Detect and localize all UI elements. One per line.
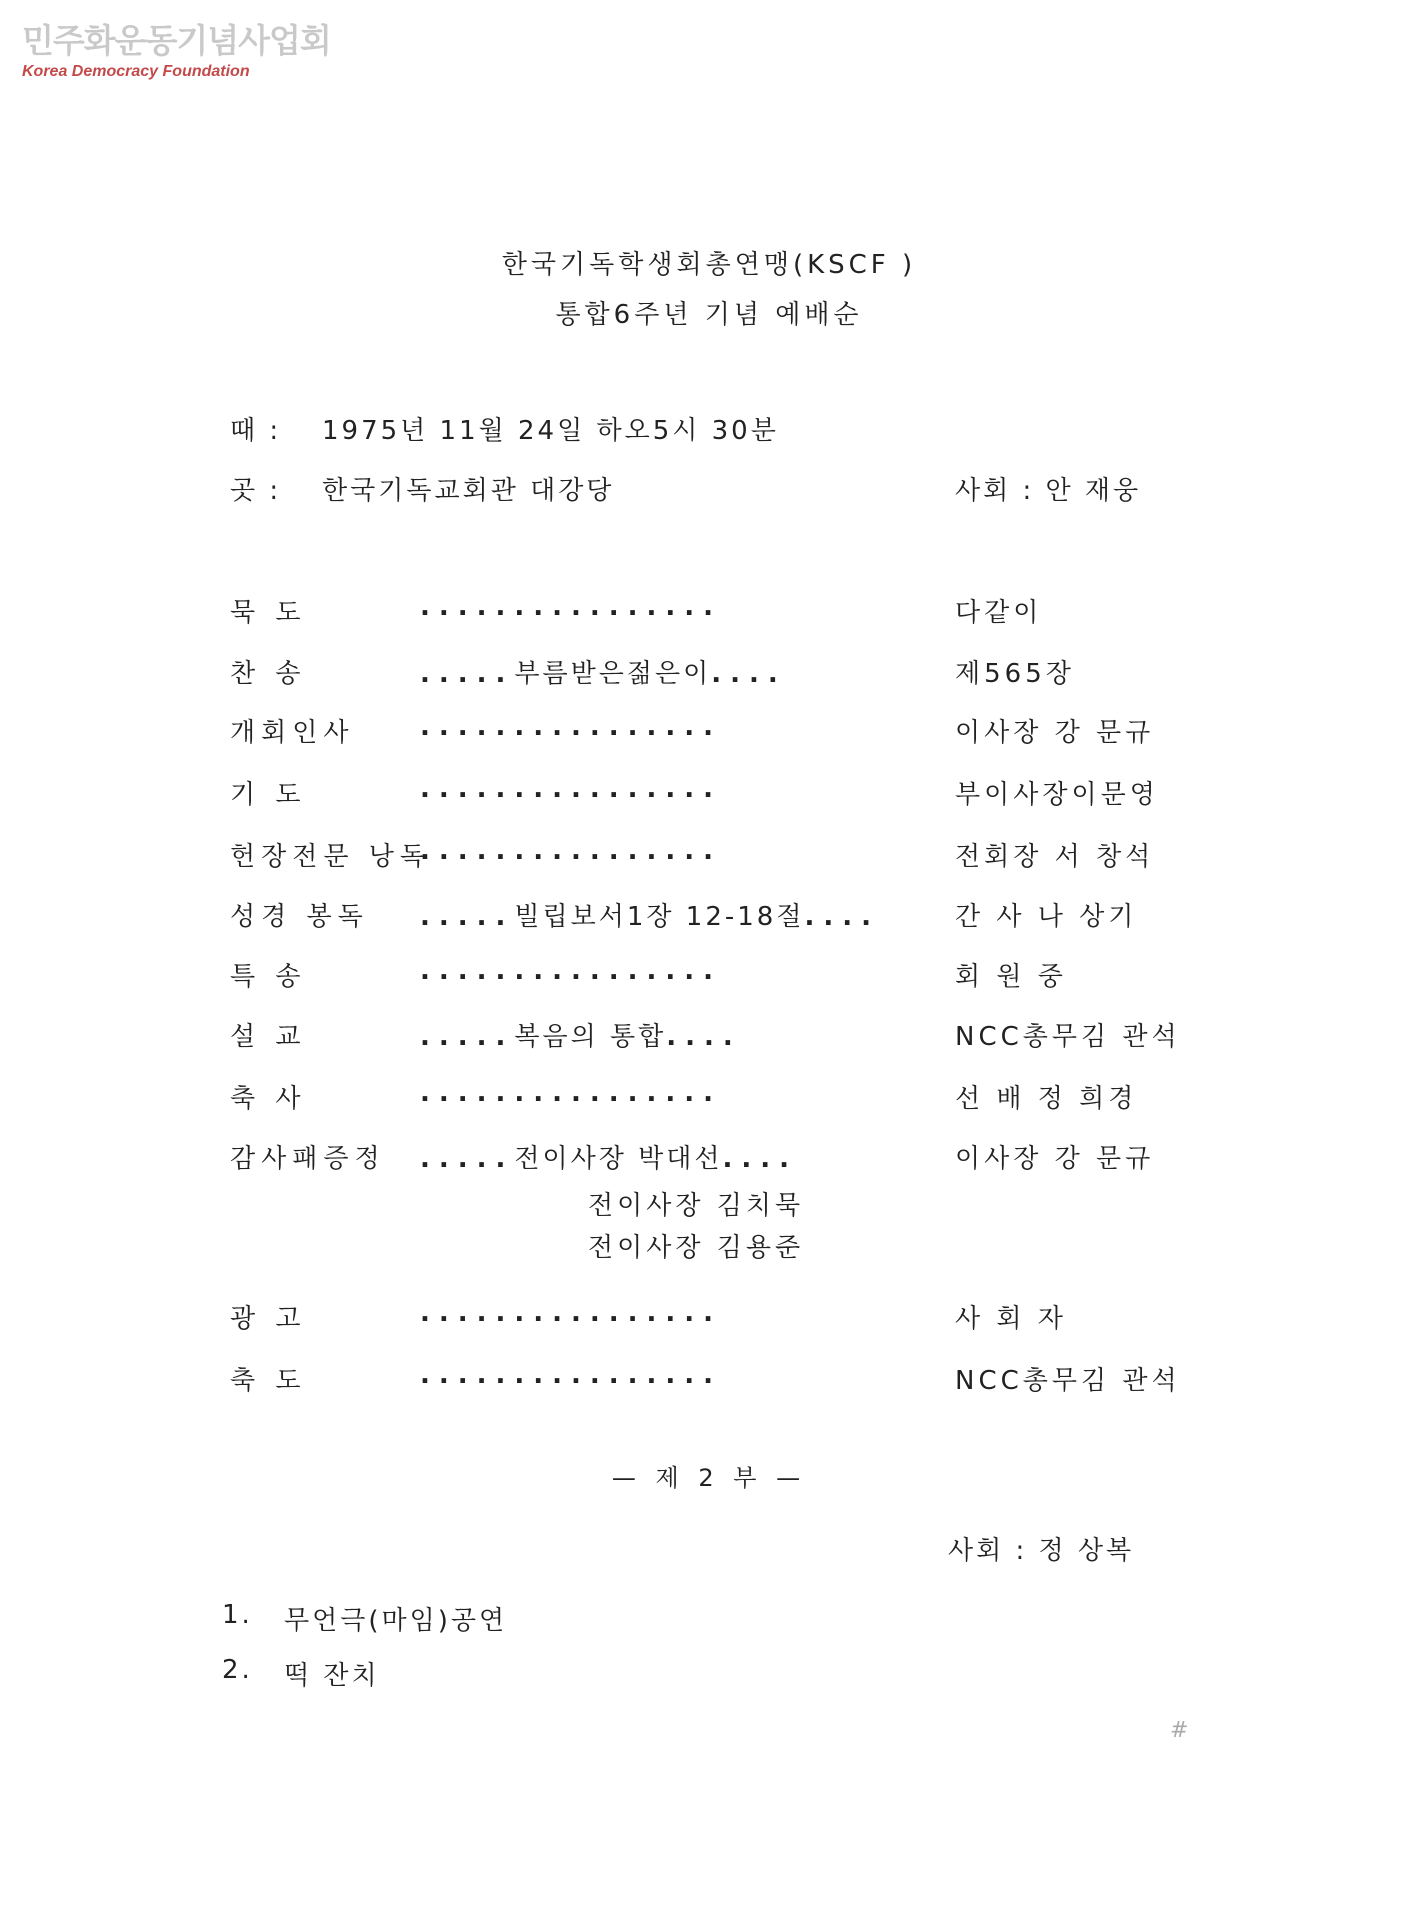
part2-item-1-num: 1.	[222, 1600, 253, 1630]
program-label: 찬 송	[230, 659, 307, 689]
program-person: 간 사 나 상기	[955, 902, 1138, 932]
program-label: 성경 봉독	[230, 902, 369, 932]
program-detail	[420, 896, 880, 933]
program-person: 이사장 강 문규	[955, 1144, 1155, 1174]
program-label: 개회인사	[230, 718, 355, 748]
place-label: 곳 :	[230, 476, 282, 506]
program-detail	[420, 836, 722, 866]
leader-dots: ................	[420, 774, 723, 804]
watermark-english: Korea Democracy Foundation	[22, 63, 250, 80]
leader-dots: ................	[420, 712, 723, 742]
leader-dots: ................	[420, 956, 723, 986]
part2-item-2-text: 떡 잔치	[284, 1661, 380, 1691]
program-detail	[420, 592, 722, 622]
document-title	[0, 240, 1418, 340]
program-detail-text: 부름받은젊은이	[514, 659, 712, 689]
margin-mark: #	[1170, 1718, 1189, 1743]
program-label: 광 고	[230, 1304, 307, 1334]
program-label: 설 교	[230, 1022, 307, 1052]
program-person: 부이사장이문영	[955, 780, 1159, 810]
title-line-2: 통합6주년 기념 예배순	[555, 300, 863, 330]
part2-item-2-num: 2.	[222, 1655, 253, 1685]
program-person: 회 원 중	[955, 962, 1067, 992]
program-detail	[420, 1016, 742, 1053]
program-person: 이사장 강 문규	[955, 718, 1155, 748]
part2-heading: — 제 2 부 —	[611, 1464, 807, 1492]
host-name: 사회 : 안 재웅	[955, 476, 1142, 506]
program-person: 사 회 자	[955, 1304, 1067, 1334]
leader-dots: ................	[420, 836, 723, 866]
leader-dots: ....	[722, 1144, 798, 1174]
program-detail-text: 전이사장 박대선	[514, 1144, 723, 1174]
leader-dots: .....	[420, 659, 515, 689]
part2-host: 사회 : 정 상복	[948, 1536, 1135, 1566]
watermark-korean: 민주화운동기념사업회	[22, 21, 331, 60]
program-detail-text: 빌립보서1장 12-18절	[514, 902, 805, 932]
program-person: 전회장 서 창석	[955, 842, 1155, 872]
program-label: 기 도	[230, 780, 307, 810]
program-detail-text: 복음의 통합	[514, 1022, 667, 1052]
program-label: 축 도	[230, 1366, 307, 1396]
leader-dots: ....	[666, 1022, 742, 1052]
program-detail	[420, 774, 722, 804]
program-person: 제565장	[955, 659, 1075, 689]
program-label: 축 사	[230, 1084, 307, 1114]
program-label: 헌장전문 낭독	[230, 842, 431, 872]
program-detail	[420, 1360, 722, 1390]
program-detail	[420, 1138, 798, 1175]
program-label: 감사패증정	[230, 1144, 386, 1174]
leader-dots: .....	[420, 1144, 515, 1174]
program-detail	[420, 653, 787, 690]
program-label: 묵 도	[230, 598, 307, 628]
part2-item-1-text: 무언극(마임)공연	[284, 1606, 508, 1636]
program-detail	[420, 1078, 722, 1108]
program-label: 특 송	[230, 962, 307, 992]
time-value: 1975년 11월 24일 하오5시 30분	[322, 416, 779, 446]
gift-recipient-2: 전이사장 김치묵	[588, 1191, 805, 1221]
program-person: NCC총무김 관석	[955, 1366, 1181, 1396]
leader-dots: ................	[420, 1298, 723, 1328]
program-detail	[420, 712, 722, 742]
place-value: 한국기독교회관 대강당	[322, 476, 615, 506]
program-person: NCC총무김 관석	[955, 1022, 1181, 1052]
leader-dots: .....	[420, 1022, 515, 1052]
program-person: 다같이	[955, 598, 1043, 628]
gift-recipient-3: 전이사장 김용준	[588, 1233, 805, 1263]
title-line-1: 한국기독학생회총연맹(KSCF )	[501, 250, 917, 280]
leader-dots: .....	[420, 902, 515, 932]
watermark-logo	[22, 22, 331, 82]
leader-dots: ....	[804, 902, 880, 932]
program-detail	[420, 1298, 722, 1328]
program-person: 선 배 정 희경	[955, 1084, 1138, 1114]
leader-dots: ................	[420, 1078, 723, 1108]
program-detail	[420, 956, 722, 986]
leader-dots: ....	[711, 659, 787, 689]
leader-dots: ................	[420, 592, 723, 622]
time-label: 때 :	[230, 416, 282, 446]
leader-dots: ................	[420, 1360, 723, 1390]
